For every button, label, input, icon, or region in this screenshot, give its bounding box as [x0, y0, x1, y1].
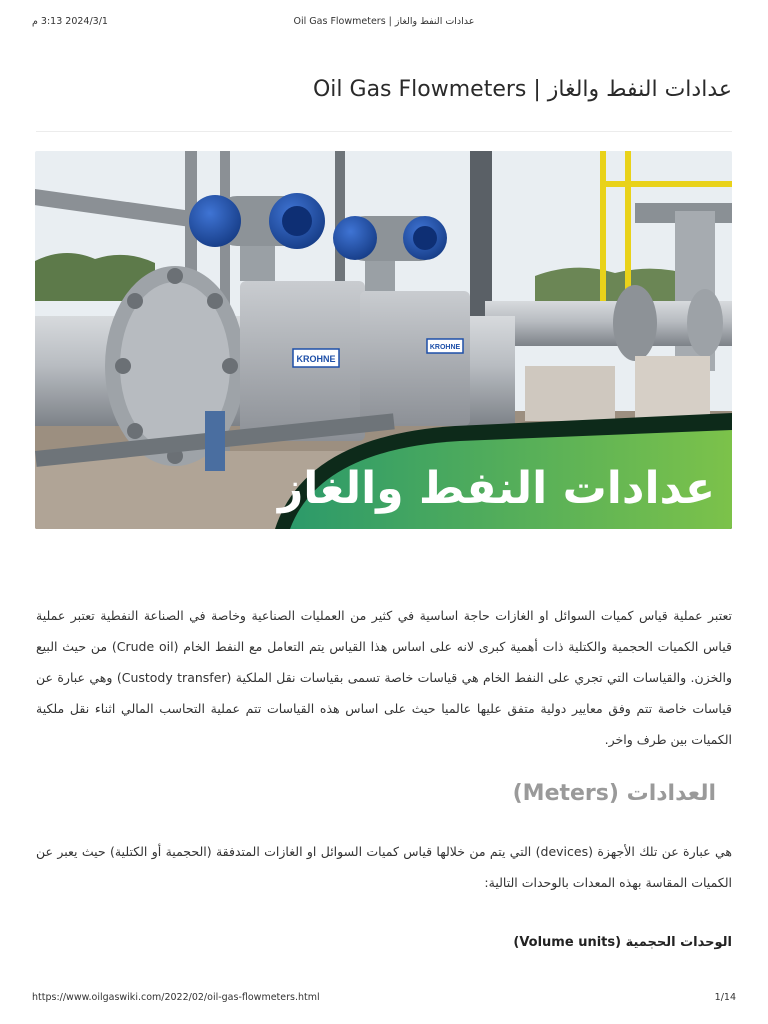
title-divider — [36, 131, 732, 132]
hero-brand-label-1: KROHNE — [296, 354, 336, 364]
intro-paragraph: تعتبر عملية قياس كميات السوائل او الغازات حاجة اساسية في كثير من العمليات الصناعية وخاصة في الصناعة النفطية تعتبر عملية قياس الكميات الحجمية والكتلية ذات أهمية كبرى لانه على اساس هذا القياس يتم التعامل مع النفط الخام (Crude oil) من حيث البيع والخزن. والقياسات التي تجري على النفط الخام هي قياسات خاصة تسمى بقياسات نقل الملكية (Custody transfer) وهي عبارة عن قياسات خاصة تتم وفق معايير دولية متفق عليها عالميا حيث على اساس هذه القياسات تتم عملية التحاسب المالي اثناء نقل ملكية الكميات بين طرف واخر. — [36, 608, 732, 747]
print-timestamp: 2024/3/1 3:13 م — [32, 16, 108, 27]
volume-units-heading: الوحدات الحجمية (Volume units) — [513, 935, 732, 950]
print-document-title: عدادات النفط والغاز | Oil Gas Flowmeters — [293, 16, 475, 27]
page-indicator: 1/14 — [714, 992, 736, 1003]
meters-paragraph: هي عبارة عن تلك الأجهزة (devices) التي يتم من خلالها قياس كميات السوائل او الغازات المتدفقة (الحجمية أو الكتلية) حيث يعبر عن الكميات المقاسة بهذه المعدات بالوحدات التالية: — [36, 844, 732, 890]
hero-overlay-title: عدادات النفط والغاز — [277, 463, 715, 514]
hero-image — [35, 151, 732, 529]
print-footer — [32, 992, 736, 1006]
page-url[interactable]: https://www.oilgaswiki.com/2022/02/oil-gas-flowmeters.html — [32, 992, 320, 1003]
meters-heading: العدادات (Meters) — [512, 781, 716, 806]
hero-brand-label-2: KROHNE — [429, 344, 461, 351]
article-title: عدادات النفط والغاز | Oil Gas Flowmeters — [312, 77, 732, 102]
print-header — [32, 16, 736, 32]
